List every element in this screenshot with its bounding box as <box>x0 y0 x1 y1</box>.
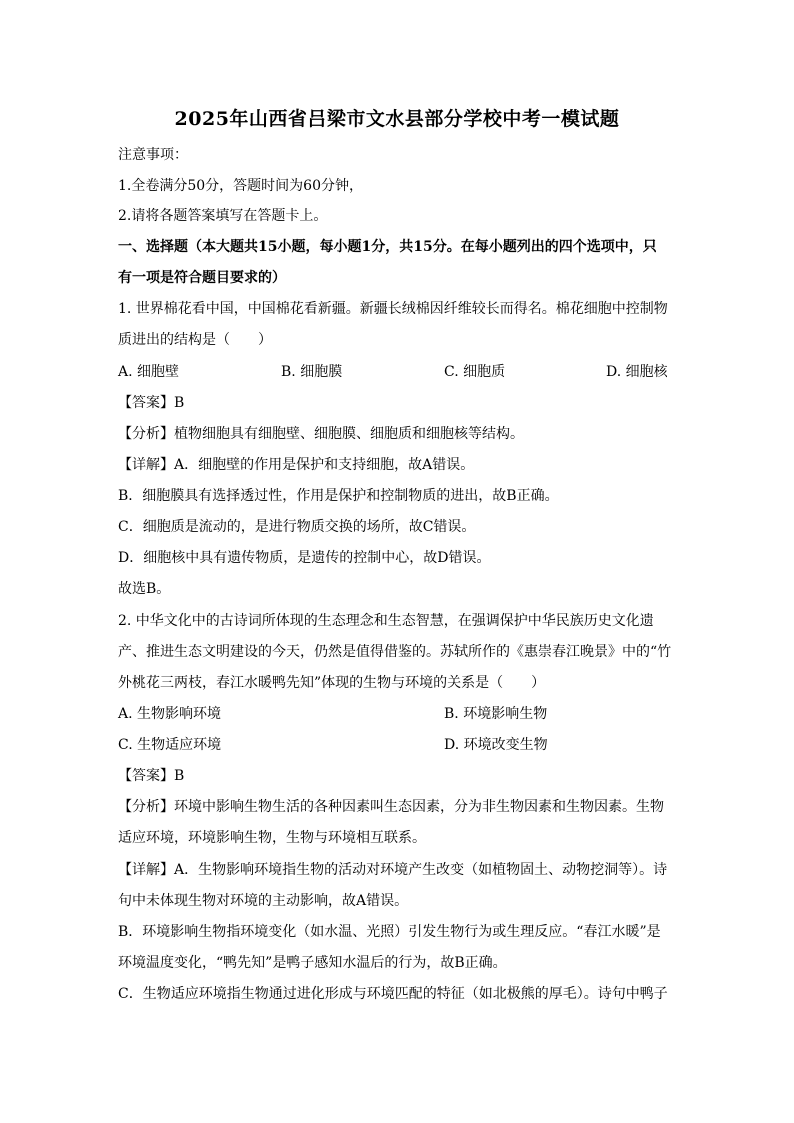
q2-stem: 2. 中华文化中的古诗词所体现的生态理念和生态智慧，在强调保护中华民族历史文化遗 <box>118 613 654 629</box>
q1-option-a: A. 细胞壁 <box>118 364 180 380</box>
q2-option-d: D. 环境改变生物 <box>444 737 548 753</box>
section-heading: 一、选择题（本大题共15小题，每小题1分，共15分。在每小题列出的四个选项中，只 <box>118 239 657 255</box>
q2-option-a: A. 生物影响环境 <box>118 706 222 722</box>
q1-detail-line: B．细胞膜具有选择透过性，作用是保护和控制物质的进出，故B正确。 <box>118 488 559 504</box>
q1-option-d: D. 细胞核 <box>606 364 668 380</box>
q2-detail-line: 句中未体现生物对环境的主动影响，故A错误。 <box>118 893 409 909</box>
q1-answer: 【答案】B <box>118 395 185 411</box>
q1-stem: 1. 世界棉花看中国，中国棉花看新疆。新疆长绒棉因纤维较长而得名。棉花细胞中控制物 <box>118 301 668 317</box>
q1-stem-cont: 质进出的结构是（ ） <box>118 332 272 348</box>
q2-answer: 【答案】B <box>118 768 185 784</box>
notice-item: 2.请将各题答案填写在答题卡上。 <box>118 208 328 224</box>
q2-analysis: 【分析】环境中影响生物生活的各种因素叫生态因素，分为非生物因素和生物因素。生物 <box>118 799 664 815</box>
notice-item: 1.全卷满分50分，答题时间为60分钟， <box>118 178 363 194</box>
q1-conclusion: 故选B。 <box>118 581 171 597</box>
notice-heading: 注意事项： <box>118 147 188 163</box>
q1-analysis: 【分析】植物细胞具有细胞壁、细胞膜、细胞质和细胞核等结构。 <box>118 426 524 442</box>
section-heading-cont: 有一项是符合题目要求的） <box>118 270 286 286</box>
q2-detail-line: C．生物适应环境指生物通过进化形成与环境匹配的特征（如北极熊的厚毛）。诗句中鸭子 <box>118 986 668 1002</box>
q2-detail-line: 【详解】A．生物影响环境指生物的活动对环境产生改变（如植物固土、动物挖洞等）。诗 <box>118 862 668 878</box>
q2-option-c: C. 生物适应环境 <box>118 737 222 753</box>
q1-option-b: B. 细胞膜 <box>281 364 343 380</box>
q2-option-b: B. 环境影响生物 <box>444 706 548 722</box>
q1-option-c: C. 细胞质 <box>444 364 506 380</box>
q2-analysis-cont: 适应环境，环境影响生物，生物与环境相互联系。 <box>118 830 426 846</box>
q2-detail-line: B．环境影响生物指环境变化（如水温、光照）引发生物行为或生理反应。“春江水暖”是 <box>118 924 661 940</box>
q1-detail-line: C．细胞质是流动的，是进行物质交换的场所，故C错误。 <box>118 519 476 535</box>
exam-title: 2025年山西省吕梁市文水县部分学校中考一模试题 <box>174 108 620 130</box>
q2-stem-cont: 外桃花三两枝，春江水暖鸭先知”体现的生物与环境的关系是（ ） <box>118 675 546 691</box>
q2-detail-line: 环境温度变化，“鸭先知”是鸭子感知水温后的行为，故B正确。 <box>118 955 507 971</box>
q2-stem-cont: 产、推进生态文明建设的今天，仍然是值得借鉴的。苏轼所作的《惠崇春江晚景》中的“竹 <box>118 644 672 660</box>
q1-detail-line: D．细胞核中具有遗传物质，是遗传的控制中心，故D错误。 <box>118 550 491 566</box>
q1-detail-line: 【详解】A．细胞壁的作用是保护和支持细胞，故A错误。 <box>118 457 475 473</box>
